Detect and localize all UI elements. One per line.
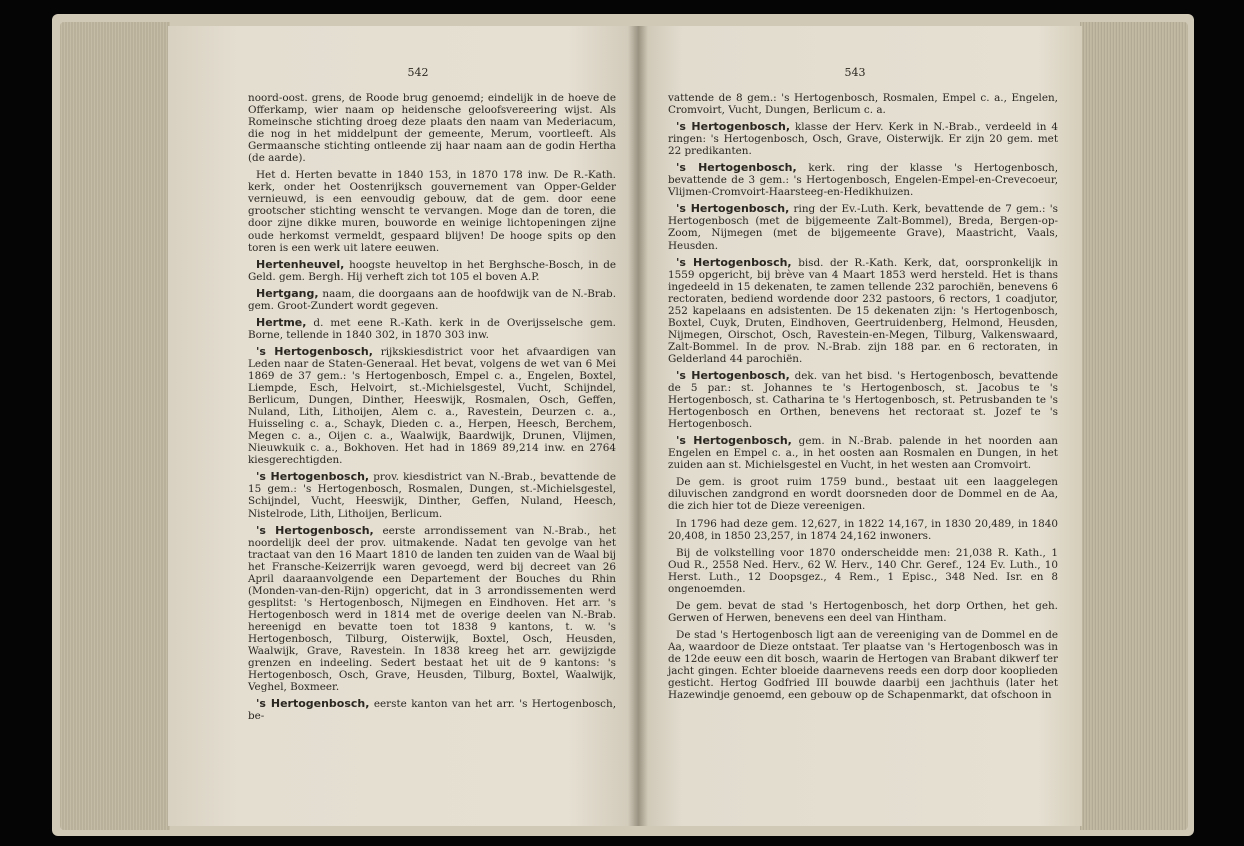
entry-headword: Hertme, [256, 315, 307, 329]
entry-paragraph [668, 600, 1058, 624]
entry-headword: 's Hertogenbosch, [676, 202, 790, 216]
entry-paragraph [668, 121, 1058, 157]
entry-paragraph [668, 257, 1058, 365]
entry-paragraph [248, 346, 616, 466]
entry-headword: 's Hertogenbosch, [676, 161, 797, 175]
entry-paragraph [248, 92, 616, 164]
entry-text: Het d. Herten bevatte in 1840 153, in 1870 178 inw. De R.-Kath. kerk, onder het Oostenrijksch gouvernement van Opper-Gelder vernieuwd, is een eenvoudig gebouw, dat de gem. door eene grootscher stichting wenscht te vervangen. Moge dan de toren, die door zijne dikke muren, bouworde en weinige lichtopeningen zijne oude herkomst vermeldt, gespaard blijven! De hooge spits op den toren is een werk uit latere eeuwen. [248, 169, 616, 254]
entry-text: eerste kanton van het arr. 's Hertogenbosch, be- [248, 698, 617, 723]
entry-headword: 's Hertogenbosch, [256, 697, 370, 711]
page-edges-right [1080, 22, 1188, 830]
entry-text: gem. in N.-Brab. palende in het noorden aan Engelen en Empel c. a., in het oosten aan Rosmalen en Dungen, in het zuiden aan st. Michielsgestel en Vucht, in het westen aan Cromvoirt. [668, 435, 1059, 472]
entry-paragraph [668, 476, 1058, 512]
entry-paragraph [668, 370, 1058, 430]
page-number-left: 542 [407, 66, 429, 79]
entry-text: vattende de 8 gem.: 's Hertogenbosch, Rosmalen, Empel c. a., Engelen, Cromvoirt, Vucht, Dungen, Berlicum c. a. [668, 92, 1058, 117]
book-gutter [628, 26, 648, 826]
entry-text: kerk. ring der klasse 's Hertogenbosch, bevattende de 3 gem.: 's Hertogenbosch, Engelen-Empel-en-Crevecoeur, Vlijmen-Cromvoirt-Haarsteeg-en-Hedikhuizen. [668, 162, 1059, 199]
entry-paragraph [668, 518, 1058, 542]
left-page [168, 26, 638, 826]
entry-text: eerste arrondissement van N.-Brab., het noordelijk deel der prov. uitmakende. Nadat ten gevolge van het tractaat van den 16 Maart 1810 de landen ten zuiden van de Waal bij het Fransche-Keizerrijk waren gevoegd, werd bij decreet van 26 April daaraanvolgende een Departement der Bouches du Rhin (Monden-van-den-Rijn) opgericht, dat in 3 arrondissementen werd gesplitst: 's Hertogenbosch, Nijmegen en Eindhoven. Het arr. 's Hertogenbosch werd in 1814 met de overige deelen van N.-Brab. hereenigd en bevatte toen tot 1838 9 kantons, t. w. 's Hertogenbosch, Tilburg, Oisterwijk, Boxtel, Osch, Heusden, Waalwijk, Grave, Ravestein. In 1838 kreeg het arr. gewijzigde grenzen en indeeling. Sedert bestaat het uit de 9 kantons: 's Hertogenbosch, Osch, Grave, Heusden, Tilburg, Boxtel, Waalwijk, Veghel, Boxmeer. [248, 524, 616, 694]
entry-headword: 's Hertogenbosch, [676, 255, 792, 269]
entry-text: De stad 's Hertogenbosch ligt aan de vereeniging van de Dommel en de Aa, waardoor de Dieze ontstaat. Ter plaatse van 's Hertogenbosch was in de 12de eeuw een dit bosch, waarin de Hertogen van Brabant dikwerf ter jacht gingen. Echter bloeide daarnevens reeds een dorp door kooplieden gesticht. Hertog Godfried III bouwde daarbij een jachthuis (later het Hazewindje genoemd, een gebouw op de Schapenmarkt, dat ofschoon in [668, 628, 1058, 702]
entry-text: dek. van het bisd. 's Hertogenbosch, bevattende de 5 par.: st. Johannes te 's Hertogenbosch, st. Jacobus te 's Hertogenbosch, st. Catharina te 's Hertogenbosch, st. Petrusbanden te 's Hertogenbosch en Orthen, benevens het rectoraat st. Jozef te 's Hertogenbosch. [668, 369, 1059, 431]
entry-paragraph [668, 92, 1058, 116]
entry-text: naam, die doorgaans aan de hoofdwijk van de N.-Brab. gem. Groot-Zundert wordt gegeven. [248, 287, 616, 312]
entry-headword: 's Hertogenbosch, [676, 120, 790, 134]
entry-headword: 's Hertogenbosch, [256, 470, 370, 484]
entry-paragraph [668, 435, 1058, 471]
entry-paragraph [248, 169, 616, 253]
entry-text: ring der Ev.-Luth. Kerk, bevattende de 7 gem.: 's Hertogenbosch (met de bijgemeente Zalt-Bommel), Breda, Bergen-op-Zoom, Nijmegen (met de bijgemeente Grave), Maastricht, Vaals, Heusden. [668, 203, 1058, 252]
entry-paragraph [668, 629, 1058, 701]
entry-text: hoogste heuveltop in het Berghsche-Bosch, in de Geld. gem. Bergh. Hij verheft zich tot 105 el boven A.P. [248, 258, 616, 283]
left-text-column [248, 92, 616, 722]
entry-paragraph [668, 547, 1058, 595]
entry-text: klasse der Herv. Kerk in N.-Brab., verdeeld in 4 ringen: 's Hertogenbosch, Osch, Grave, Oisterwijk. Er zijn 20 gem. met 22 predikanten. [668, 121, 1058, 158]
entry-headword: 's Hertogenbosch, [676, 434, 792, 448]
entry-text: rijkskiesdistrict voor het afvaardigen van Leden naar de Staten-Generaal. Het bevat, volgens de wet van 6 Mei 1869 de 37 gem.: 's Hertogenbosch, Empel c. a., Engelen, Boxtel, Liempde, Esch, Helvoirt, st.-Michielsgestel, Vucht, Schijndel, Berlicum, Dungen, Dinther, Heeswijk, Rosmalen, Osch, Geffen, Nuland, Lith, Lithoijen, Alem c. a., Ravestein, Deurzen c. a., Huisseling c. a., Schayk, Dieden c. a., Herpen, Heesch, Berchem, Megen c. a., Oijen c. a., Waalwijk, Baardwijk, Drunen, Vlijmen, Nieuwkuik c. a., Bokhoven. Het had in 1869 89,214 inw. en 2764 kiesgerechtigden. [248, 345, 616, 467]
entry-paragraph [248, 317, 616, 341]
entry-text: De gem. is groot ruim 1759 bund., bestaat uit een laaggelegen diluvischen zandgrond en wordt doorsneden door de Dommel en de Aa, die zich hier tot de Dieze vereenigen. [668, 476, 1058, 513]
entry-text: Bij de volkstelling voor 1870 onderscheidde men: 21,038 R. Kath., 1 Oud R., 2558 Ned. Herv., 62 W. Herv., 140 Chr. Geref., 124 Ev. Luth., 10 Herst. Luth., 12 Doopsgez., 4 Rem., 1 Episc., 348 Ned. Isr. en 8 ongenoemden. [668, 546, 1058, 595]
entry-paragraph [248, 471, 616, 519]
entry-text: noord-oost. grens, de Roode brug genoemd; eindelijk in de hoeve de Offerkamp, wier naam op heidensche geloofsvereering wijst. Als Romeinsche stichting droeg deze plaats den naam van Mederiacum, die nog in het middelpunt der gemeente, Merum, voortleeft. Als Germaansche stichting ontleende zij haar naam aan de godin Hertha (de aarde). [248, 92, 616, 165]
entry-headword: Hertenheuvel, [256, 257, 345, 271]
page-edges-left [60, 22, 170, 830]
entry-headword: 's Hertogenbosch, [256, 344, 373, 358]
entry-headword: 's Hertogenbosch, [676, 368, 790, 382]
right-text-column [668, 92, 1058, 701]
entry-headword: 's Hertogenbosch, [256, 523, 374, 537]
entry-text: In 1796 had deze gem. 12,627, in 1822 14,167, in 1830 20,489, in 1840 20,408, in 1850 23,257, in 1874 24,162 inwoners. [668, 517, 1058, 542]
entry-paragraph [668, 203, 1058, 251]
right-page [638, 26, 1082, 826]
entry-headword: Hertgang, [256, 286, 319, 300]
entry-paragraph [248, 288, 616, 312]
entry-paragraph [668, 162, 1058, 198]
page-number-right: 543 [844, 66, 866, 79]
entry-paragraph [248, 698, 616, 722]
entry-text: De gem. bevat de stad 's Hertogenbosch, het dorp Orthen, het geh. Gerwen of Herwen, benevens een deel van Hintham. [668, 599, 1058, 624]
entry-paragraph [248, 259, 616, 283]
entry-text: prov. kiesdistrict van N.-Brab., bevattende de 15 gem.: 's Hertogenbosch, Rosmalen, Dungen, st.-Michielsgestel, Schijndel, Vucht, Heeswijk, Dinther, Geffen, Nuland, Heesch, Nistelrode, Lith, Lithoijen, Berlicum. [248, 471, 616, 520]
entry-text: bisd. der R.-Kath. Kerk, dat, oorspronkelijk in 1559 opgericht, bij brève van 4 Maart 1853 werd hersteld. Het is thans ingedeeld in 15 dekenaten, te zamen tellende 232 parochiën, benevens 6 rectoraten, bediend wordende door 232 pastoors, 6 rectors, 1 coadjutor, 252 kapelaans en adsistenten. De 15 dekenaten zijn: 's Hertogenbosch, Boxtel, Cuyk, Druten, Eindhoven, Geertruidenberg, Helmond, Heusden, Nijmegen, Oirschot, Osch, Ravestein-en-Megen, Tilburg, Valkenswaard, Zalt-Bommel. In de prov. N.-Brab. zijn 188 par. en 6 rectoraten, in Gelderland 44 parochiën. [668, 256, 1058, 365]
entry-text: d. met eene R.-Kath. kerk in de Overijsselsche gem. Borne, tellende in 1840 302, in 1870 303 inw. [248, 316, 616, 341]
entry-paragraph [248, 525, 616, 694]
